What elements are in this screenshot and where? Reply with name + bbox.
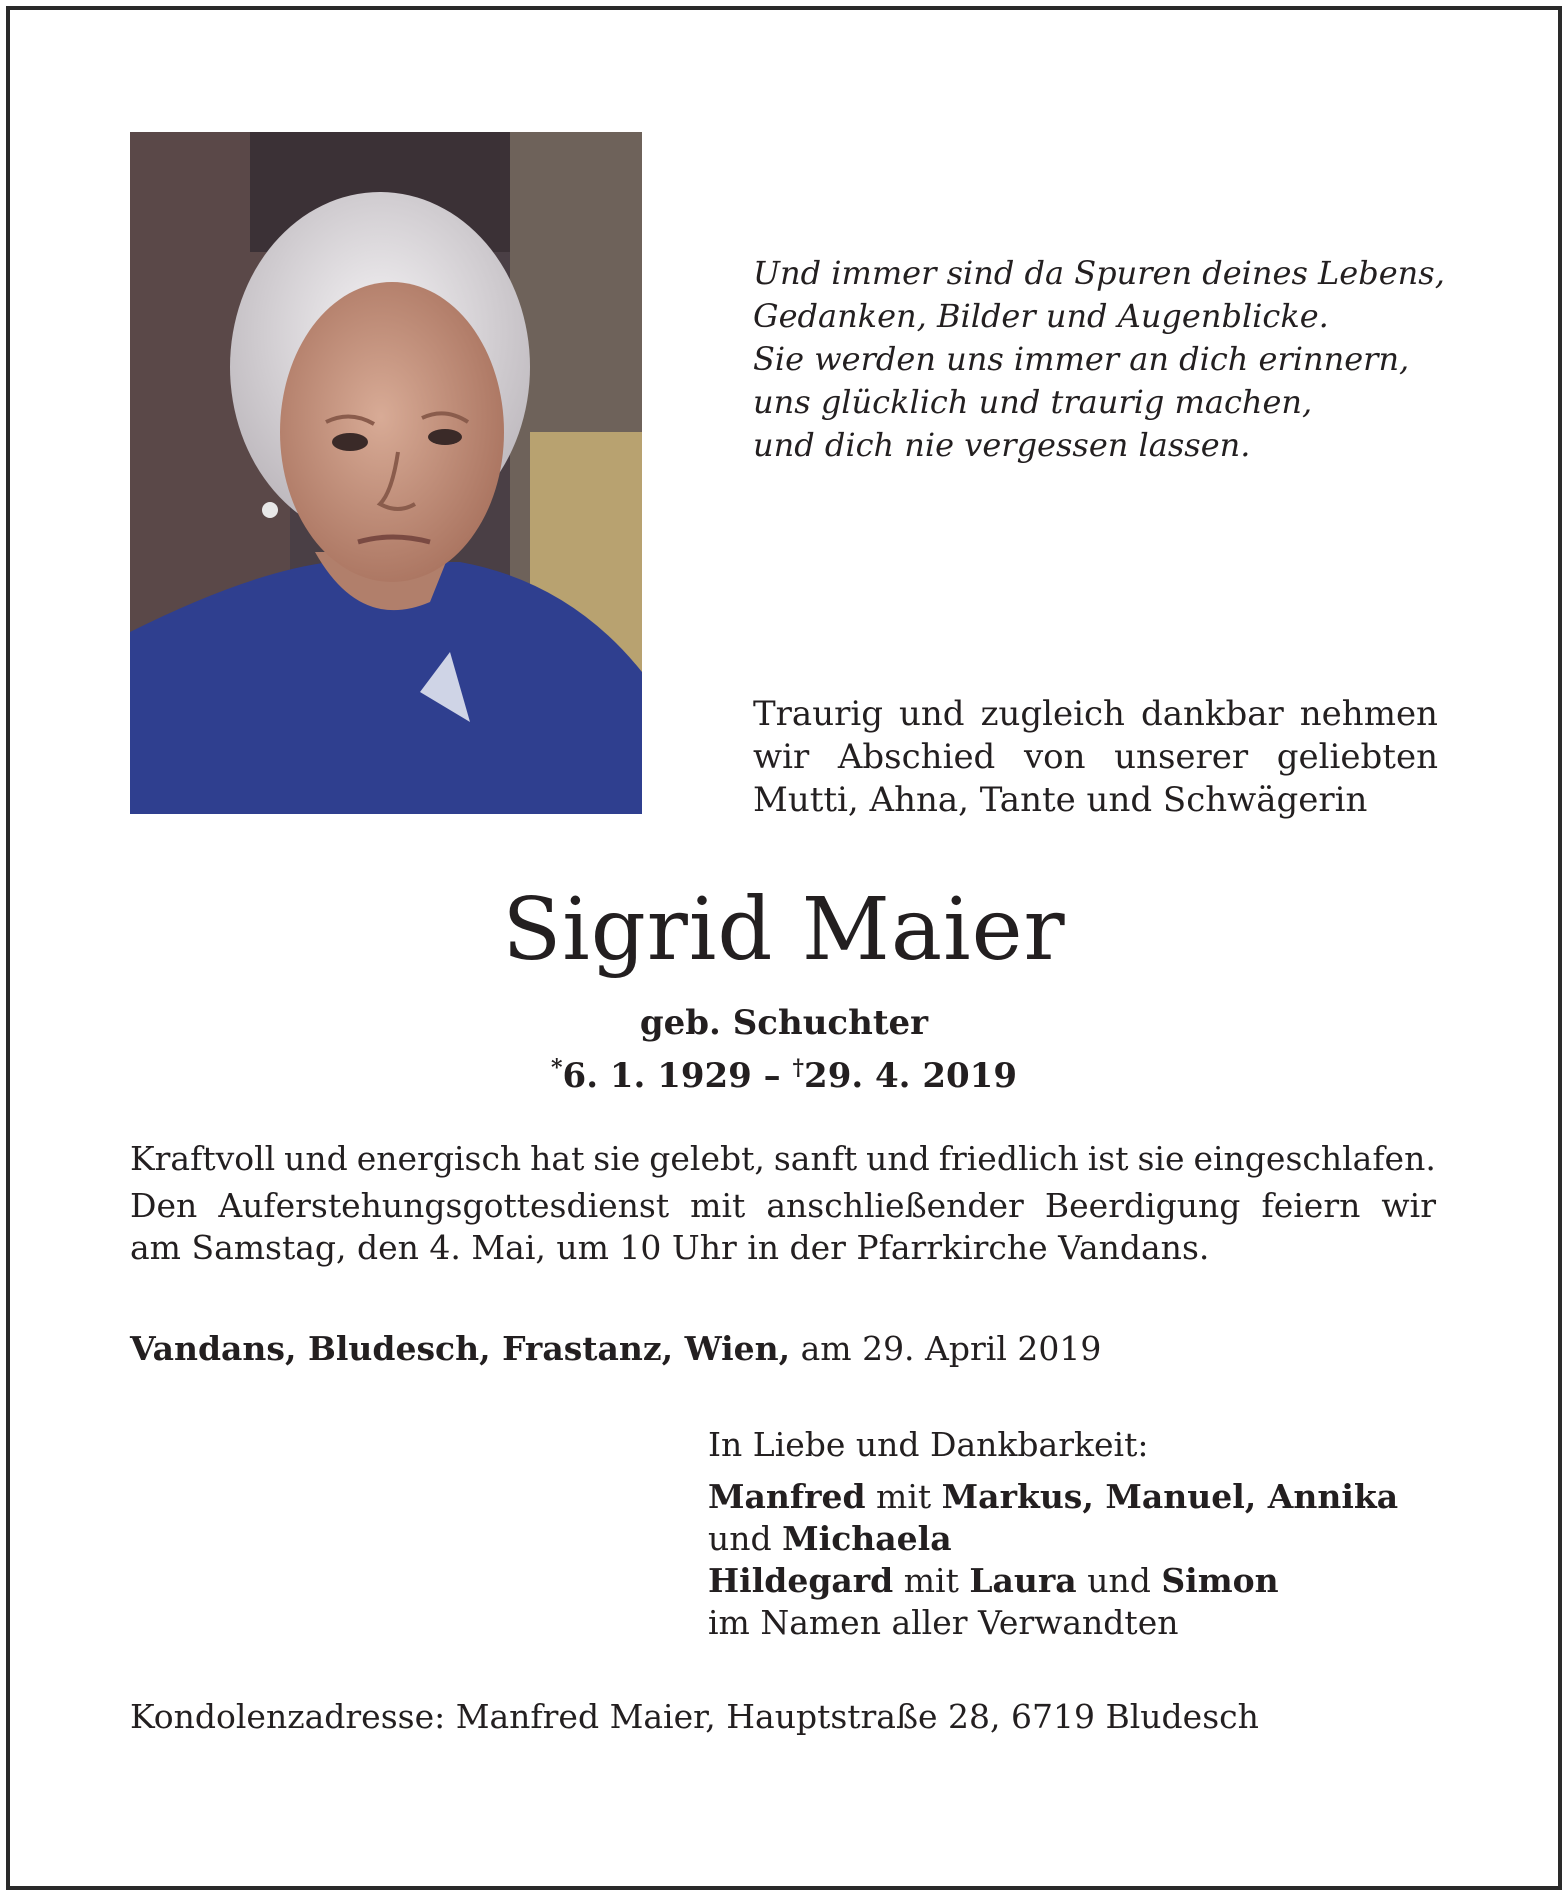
body-word: energisch xyxy=(356,1139,522,1178)
body-word: hat xyxy=(530,1139,585,1178)
body-line xyxy=(130,1227,1436,1269)
farewell-intro xyxy=(753,693,1438,822)
connector-text: und xyxy=(1076,1561,1162,1600)
intro-line xyxy=(753,779,1438,822)
poem-line: Sie werden uns immer an dich erinnern, xyxy=(753,340,1410,378)
body-word: wir xyxy=(1381,1186,1436,1225)
body-word: anschließender xyxy=(766,1186,1024,1225)
mourners-line xyxy=(708,1560,1398,1602)
intro-word: von xyxy=(1023,737,1086,777)
intro-line xyxy=(753,693,1438,736)
connector-text: mit xyxy=(865,1477,942,1516)
mourners-line xyxy=(708,1518,1398,1560)
poem-line: uns glücklich und traurig machen, xyxy=(753,383,1313,421)
towns: Vandans, Bludesch, Frastanz, Wien, xyxy=(130,1329,791,1368)
body-text: am Samstag, den 4. Mai, um 10 Uhr in der Pfarrkirche Vandans. xyxy=(130,1228,1210,1267)
mourner-name: Laura xyxy=(969,1561,1077,1600)
birth-name: geb. Schuchter xyxy=(639,1003,929,1043)
intro-word: unserer xyxy=(1114,737,1249,777)
body-word: Auferstehungsgottesdienst xyxy=(218,1186,670,1225)
intro-word: und xyxy=(899,694,965,734)
body-word: Den xyxy=(130,1186,198,1225)
mourners-list xyxy=(708,1424,1398,1644)
mourner-name: Simon xyxy=(1161,1561,1279,1600)
date-dash: – xyxy=(751,1056,793,1096)
intro-word: Traurig xyxy=(753,694,883,734)
intro-word: Abschied xyxy=(837,737,996,777)
body-word: und xyxy=(284,1139,348,1178)
connector-text: mit xyxy=(893,1561,970,1600)
body-word: sie xyxy=(1137,1139,1185,1178)
portrait-photo xyxy=(130,132,642,814)
life-dates xyxy=(0,1047,1568,1097)
body-word: Beerdigung xyxy=(1044,1186,1241,1225)
condolence-address: Kondolenzadresse: Manfred Maier, Hauptstraße 28, 6719 Bludesch xyxy=(130,1697,1259,1736)
body-word: feiern xyxy=(1261,1186,1361,1225)
poem-line: Und immer sind da Spuren deines Lebens, xyxy=(753,254,1445,292)
body-line xyxy=(130,1138,1436,1180)
place-and-date xyxy=(130,1328,1101,1370)
body-word: sie xyxy=(593,1139,641,1178)
body-word: sanft xyxy=(773,1139,858,1178)
body-word: friedlich xyxy=(938,1139,1079,1178)
portrait-illustration xyxy=(130,132,642,814)
connector-text: und xyxy=(708,1519,783,1558)
mourner-name: Markus, Manuel, Annika xyxy=(941,1477,1399,1516)
intro-word: zugleich xyxy=(980,694,1125,734)
deceased-name: Sigrid Maier xyxy=(502,880,1066,980)
intro-word: geliebten xyxy=(1276,737,1438,777)
mourner-name: Hildegard xyxy=(708,1561,894,1600)
body-word: eingeschlafen. xyxy=(1193,1139,1436,1178)
mourners-heading: In Liebe und Dankbarkeit: xyxy=(708,1425,1149,1464)
memorial-poem xyxy=(753,252,1445,467)
mourner-name: Michaela xyxy=(782,1519,952,1558)
body-word: ist xyxy=(1087,1139,1129,1178)
intro-word: Mutti, Ahna, Tante und Schwägerin xyxy=(753,780,1368,820)
mourners-closing: im Namen aller Verwandten xyxy=(708,1603,1179,1642)
poem-line: und dich nie vergessen lassen. xyxy=(753,426,1251,464)
intro-word: wir xyxy=(753,737,810,777)
poem-line: Gedanken, Bilder und Augenblicke. xyxy=(753,297,1329,335)
mourner-name: Manfred xyxy=(708,1477,866,1516)
announcement-text xyxy=(130,1138,1436,1269)
intro-line xyxy=(753,736,1438,779)
body-word: gelebt, xyxy=(649,1139,765,1178)
body-word: Kraftvoll xyxy=(130,1139,276,1178)
birth-date: 6. 1. 1929 xyxy=(562,1056,752,1096)
intro-word: dankbar xyxy=(1140,694,1284,734)
death-symbol: † xyxy=(792,1055,805,1081)
birth-symbol: * xyxy=(551,1055,563,1081)
body-line xyxy=(130,1185,1436,1227)
announcement-date: am 29. April 2019 xyxy=(790,1329,1102,1368)
mourners-line xyxy=(708,1476,1398,1518)
body-word: und xyxy=(866,1139,930,1178)
death-date: 29. 4. 2019 xyxy=(804,1056,1017,1096)
intro-word: nehmen xyxy=(1299,694,1438,734)
body-word: mit xyxy=(690,1186,746,1225)
